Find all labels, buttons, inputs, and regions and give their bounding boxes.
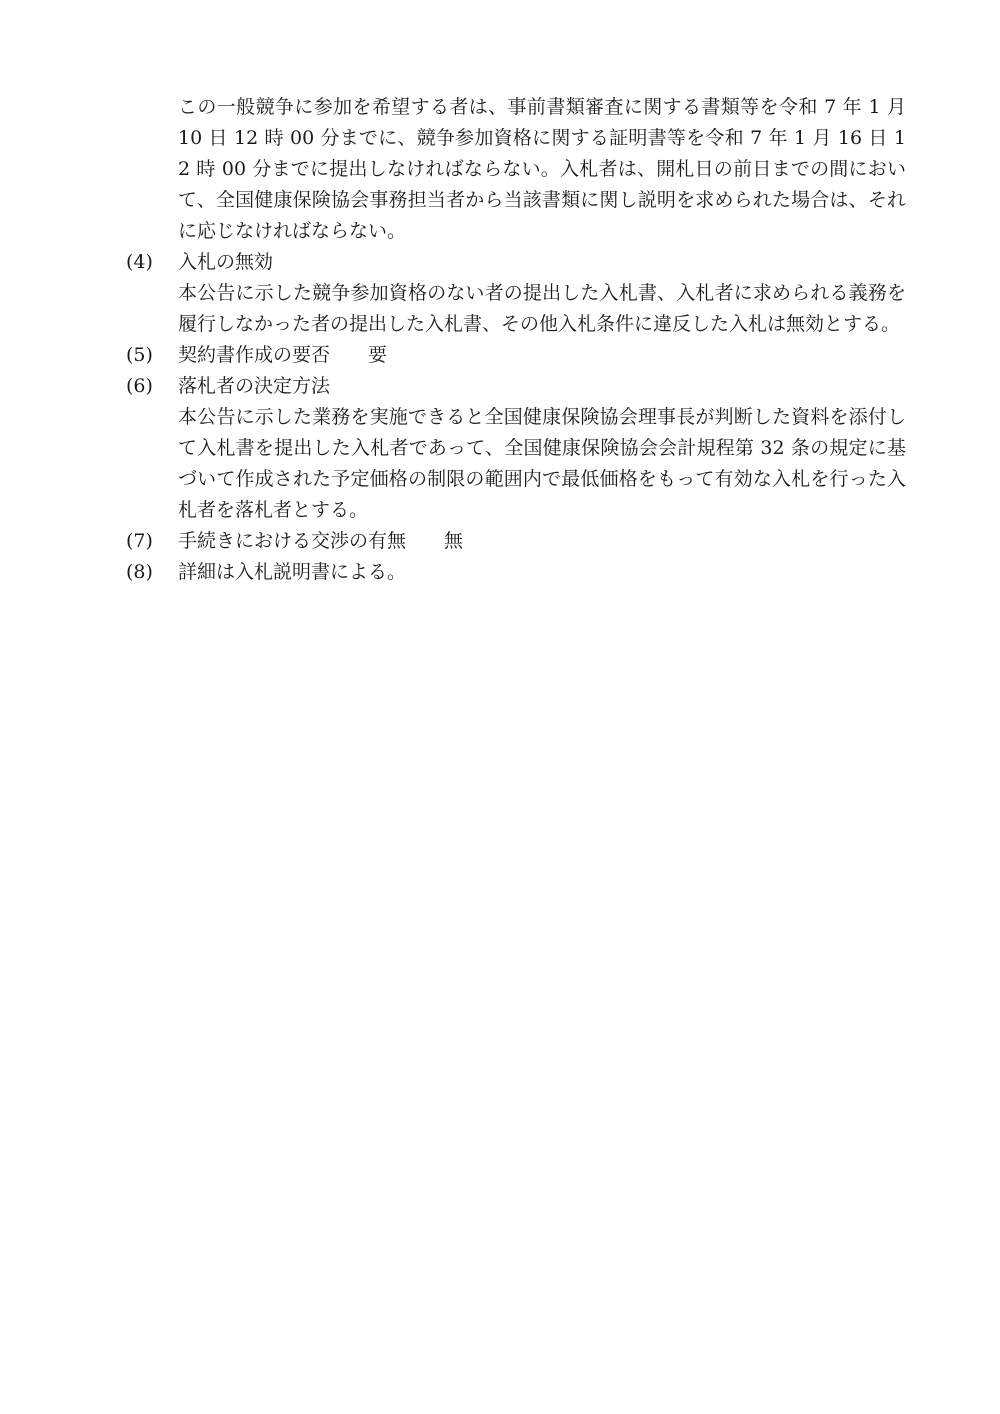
item-7-value: 無 [444,530,464,552]
item-8-header [126,557,906,588]
item-6-number: (6) [126,375,153,397]
item-8-heading: 詳細は入札説明書による。 [178,561,407,583]
item-5-value: 要 [368,344,388,366]
item-5-heading-wrap [178,340,906,371]
document-content [126,92,906,588]
item-4-number: (4) [126,251,153,273]
item-5-heading: 契約書作成の要否 [178,344,331,366]
item-7-heading: 手続きにおける交渉の有無 [178,530,407,552]
intro-paragraph: この一般競争に参加を希望する者は、事前書類審査に関する書類等を令和 7 年 1 月 10 日 12 時 00 分までに、競争参加資格に関する証明書等を令和 7 年 1 月 16 日 12 時 00 分までに提出しなければならない。入札者は、開札日の前日までの間において、全国健康保険協会事務担当者から当該書類に関し説明を求められた場合は、それに応じなければならない。 [178,96,906,242]
item-6-header [126,371,906,402]
item-4-body: 本公告に示した競争参加資格のない者の提出した入札書、入札者に求められる義務を履行しなかった者の提出した入札書、その他入札条件に違反した入札は無効とする。 [178,282,906,335]
item-7-heading-wrap [178,526,906,557]
item-7-number: (7) [126,530,153,552]
item-8-number: (8) [126,561,153,583]
item-5-number: (5) [126,344,153,366]
item-6-heading: 落札者の決定方法 [178,375,331,397]
item-7-header [126,526,906,557]
item-6-body: 本公告に示した業務を実施できると全国健康保険協会理事長が判断した資料を添付して入札書を提出した入札者であって、全国健康保険協会会計規程第 32 条の規定に基づいて作成された予定価格の制限の範囲内で最低価格をもって有効な入札を行った入札者を落札者とする。 [178,406,906,521]
item-4-heading: 入札の無効 [178,251,274,273]
item-4-header [126,247,906,278]
item-5-header [126,340,906,371]
